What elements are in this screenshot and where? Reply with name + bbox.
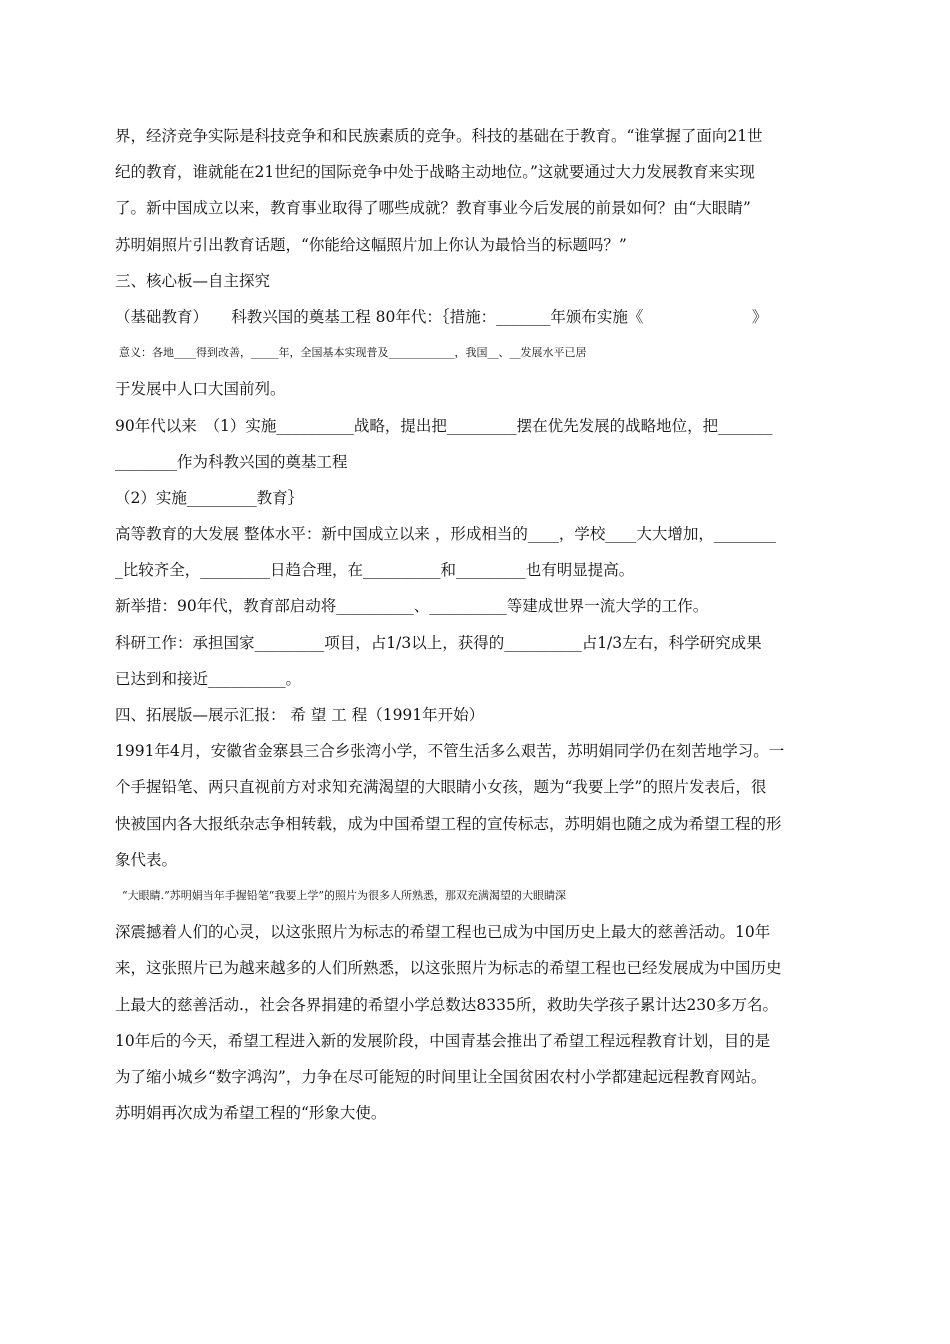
text-line: 来，这张照片已为越来越多的人们所熟悉，以这张照片为标志的希望工程也已经发展成为中国历史 (115, 959, 782, 978)
text-line: 了。新中国成立以来，教育事业取得了哪些成就？教育事业今后发展的前景如何？由“大眼睛” (115, 199, 751, 218)
text-line: 深震撼着人们的心灵，以这张照片为标志的希望工程也已成为中国历史上最大的慈善活动。10年 (115, 923, 771, 942)
text-line: 纪的教育，谁就能在21世纪的国际竞争中处于战略主动地位。”这就要通过大力发展教育来实现 (115, 163, 755, 182)
text-line: 苏明娟照片引出教育话题，“你能给这幅照片加上你认为最恰当的标题吗？” (115, 235, 627, 254)
text-line: （基础教育） 科教兴国的奠基工程 80年代：｛措施：_______年颁布实施《 》 (115, 307, 768, 326)
text-line: 界，经济竞争实际是科技竞争和和民族素质的竞争。科技的基础在于教育。“谁掌握了面向21世 (115, 127, 763, 145)
document-page (115, 118, 840, 1131)
text-line: 上最大的慈善活动.，社会各界捐建的希望小学总数达8335所，救助失学孩子累计达230多万名。 (115, 995, 778, 1014)
text-line: 90年代以来 （1）实施__________战略，提出把_________摆在优先发展的战略地位，把_______ (115, 416, 773, 435)
text-line: 苏明娟再次成为希望工程的“形象大使。 (115, 1104, 387, 1123)
text-line: 10年后的今天，希望工程进入新的发展阶段，中国青基会推出了希望工程远程教育计划，目的是 (115, 1031, 771, 1050)
text-line: 1991年4月，安徽省金寨县三合乡张湾小学，不管生活多么艰苦，苏明娟同学仍在刻苦地学习。一 (115, 742, 785, 761)
text-line: _比较齐全，_________日趋合理，在__________和_________也有明显提高。 (115, 561, 635, 580)
text-line: 于发展中人口大国前列。 (115, 380, 286, 399)
text-line: 为了缩小城乡“数字鸿沟”，力争在尽可能短的时间里让全国贫困农村小学都建起远程教育网站。 (115, 1067, 767, 1086)
text-line: 意义：各地____得到改善，_____年，全国基本实现普及____________，我国__、__发展水平已居 (119, 346, 587, 360)
text-line: 个手握铅笔、两只直视前方对求知充满渴望的大眼睛小女孩，题为“我要上学”的照片发表后，很 (115, 778, 767, 797)
text-line: 科研工作：承担国家_________项目，占1/3以上，获得的__________占1/3左右，科学研究成果 (115, 633, 762, 652)
section-heading: 三、核心板—自主探究 (115, 271, 271, 290)
text-line: （2）实施_________教育｝ (115, 488, 304, 507)
text-line: 已达到和接近__________。 (115, 669, 302, 688)
text-line: ________作为科教兴国的奠基工程 (115, 452, 348, 471)
text-line: 快被国内各大报纸杂志争相转载，成为中国希望工程的宣传标志，苏明娟也随之成为希望工程的形 (115, 814, 782, 833)
text-line: 象代表。 (115, 850, 178, 869)
text-line: 新举措：90年代，教育部启动将__________、__________等建成世界一流大学的工作。 (115, 597, 709, 616)
text-line: “大眼睛.”苏明娟当年手握铅笔“我要上学”的照片为很多人所熟悉，那双充满渴望的大眼睛深 (122, 888, 566, 902)
text-line: 高等教育的大发展 整体水平：新中国成立以来 ，形成相当的____，学校____大大增加，________ (115, 525, 776, 544)
section-heading: 四、拓展版—展示汇报： 希 望 工 程（1991年开始） (115, 706, 485, 724)
